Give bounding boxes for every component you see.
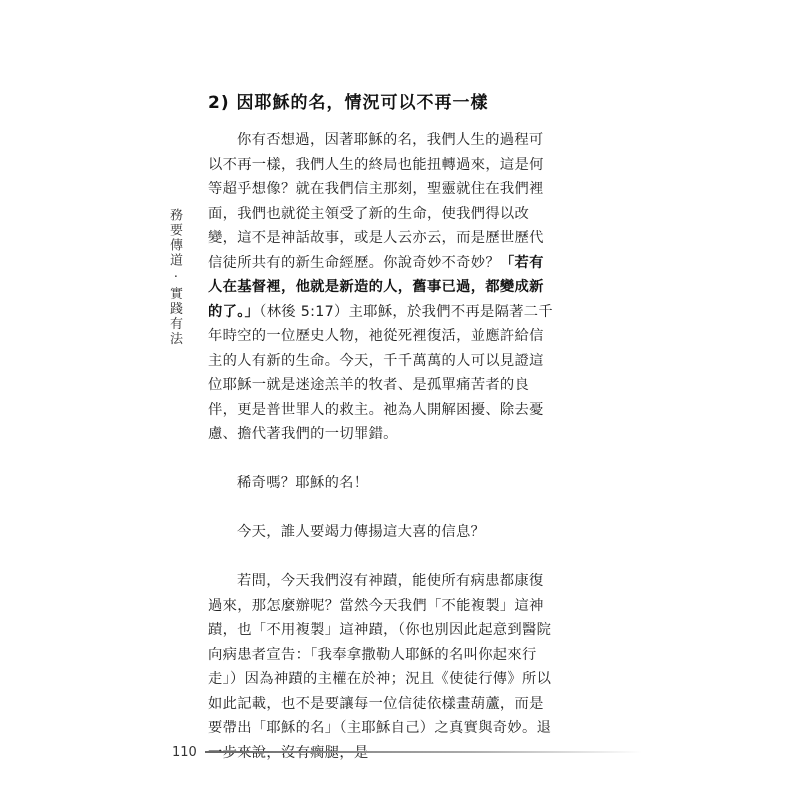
paragraph-1-text-a: 你有否想過，因著耶穌的名，我們人生的過程可以不再一樣，我們人生的終局也能扭轉過來，這是何等超乎想像？就在我們信主那刻，聖靈就住在我們裡面，我們也就從主領受了新的生命，使我們得以改變，這不是神話故事，或是人云亦云，而是歷世歷代信徒所共有的新生命經歷。你說奇妙不奇妙？ xyxy=(208,132,544,271)
scripture-quote: 「若有人在基督裡，他就是新造的人，舊事已過，都變成新的了。」 xyxy=(208,254,544,320)
paragraph-3: 今天，誰人要竭力傳揚這大喜的信息？ xyxy=(237,524,486,540)
page-number: 110 xyxy=(172,744,197,760)
paragraph-1 xyxy=(208,128,558,447)
page-footer xyxy=(172,742,642,762)
section-heading: 2) 因耶穌的名，情況可以不再一樣 xyxy=(208,93,489,113)
paragraph-4: 若問，今天我們沒有神蹟，能使所有病患都康復過來，那怎麼辦呢？當然今天我們「不能複製」這神蹟，也「不用複製」這神蹟，（你也別因此起意到醫院向病患者宣告：「我奉拿撒勒人耶穌的名叫你起來行走」）因為神蹟的主權在於神；況且《使徒行傳》所以如此記載，也不是要讓每一位信徒依樣畫葫蘆，而是要帶出「耶穌的名」（主耶穌自己）之真實與奇妙。退 xyxy=(208,573,552,736)
paragraph-2: 稀奇嗎？耶穌的名！ xyxy=(237,475,369,491)
paragraph-1-text-b: （林後 5:17）主耶穌，於我們不再是隔著二千年時空的一位歷史人物，祂從死裡復活，並應許給信主的人有新的生命。今天，千千萬萬的人可以見證這位耶穌一就是迷途羔羊的牧者、是孤單痛苦者的良伴，更是普世罪人的救主。祂為人開解困擾、除去憂慮、擔代著我們的一切罪錯。 xyxy=(208,303,553,442)
running-title: 務要傳道 · 實踐有法 xyxy=(167,208,182,347)
footer-rule xyxy=(205,751,642,753)
body-text xyxy=(208,128,558,765)
